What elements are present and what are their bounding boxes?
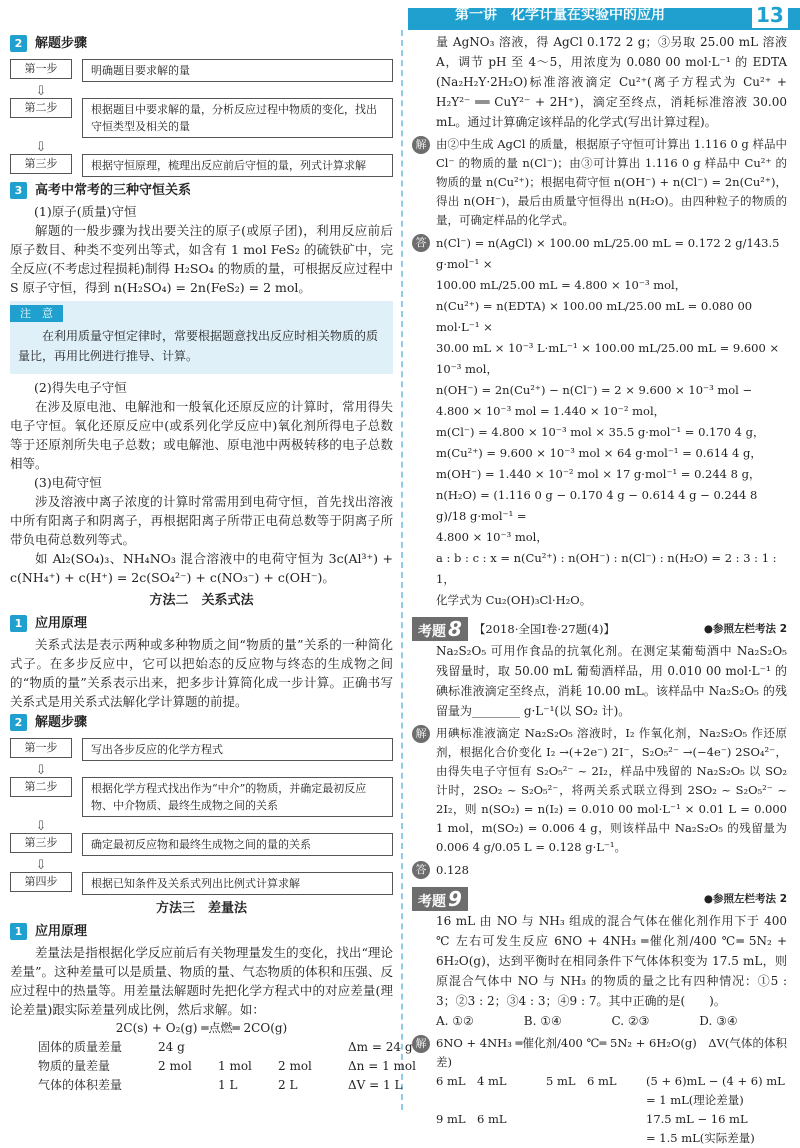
- answer-icon: 答: [412, 861, 430, 879]
- solution-block: 解 用碘标准液滴定 Na₂S₂O₅ 溶液时，I₂ 作氧化剂，Na₂S₂O₅ 作还原剂，根据化合价变化 I₂ →(+2e⁻) 2I⁻，S₂O₅²⁻ →(−4e⁻) 2SO₄²⁻，由得失电子守恒有 S₂O₅²⁻ ~ 2I₂，样品中残留的 Na₂S₂O₅ 以 SO₂ 计时，2SO₂ ~ S₂O₅²⁻，将两关系式联立得到 2SO₂ ~ S₂O₅²⁻ ~ 2I₂，则 n(SO₂) = n(I₂) = 0.010 00 mol·L⁻¹ × 0.01 L = 0.000 1 mol，m(SO₂) = 0.006 4 g，则该样品中 Na₂S₂O₅ 的残留量为 0.006 4 g/0.05 L = 0.128 g·L⁻¹。: [412, 724, 787, 857]
- table-cell: 17.5 mL − 16 mL: [646, 1112, 748, 1126]
- table-cell: Δn = 1 mol: [348, 1059, 416, 1073]
- question-header-9: [412, 887, 787, 911]
- table-cell: [158, 1076, 218, 1095]
- column-divider: [401, 30, 403, 1110]
- step-row: 第二步 根据化学方程式找出作为“中介”的物质，并确定最初反应物、中介物质、最终生成物之间的关系: [10, 777, 393, 817]
- answer-line: 4.800 × 10⁻³ mol = 1.440 × 10⁻² mol，: [436, 404, 666, 418]
- table-cell: = 1.5 mL(实际差量): [646, 1131, 755, 1145]
- down-arrow-icon: ⇩: [35, 819, 47, 834]
- answer-line: 4.800 × 10⁻³ mol，: [436, 530, 548, 544]
- down-arrow-icon: ⇩: [35, 858, 47, 873]
- section-heading: 2 解题步骤: [10, 713, 393, 732]
- section-heading: 2 解题步骤: [10, 34, 393, 53]
- left-column: [10, 32, 416, 1095]
- choices: [412, 1011, 787, 1031]
- step-row: 第一步 写出各步反应的化学方程式: [10, 738, 393, 761]
- answer-line: m(OH⁻) = 1.440 × 10⁻² mol × 17 g·mol⁻¹ = 0.244 8 g，: [436, 467, 761, 481]
- table-cell: 6 mL 4 mL: [436, 1074, 507, 1088]
- table-cell: 2 L: [278, 1078, 298, 1092]
- choice: A. ①②: [436, 1014, 474, 1028]
- solution-block: 解 由②中生成 AgCl 的质量，根据原子守恒可计算出 1.116 0 g 样品中 Cl⁻ 的物质的量 n(Cl⁻)；由③可计算出 1.116 0 g 样品中 Cu²⁺ 的物质的量 n(Cu²⁺)；根据电荷守恒 n(OH⁻) + n(Cl⁻) = 2n(Cu²⁺)，得出 n(OH⁻)，最后由质量守恒得出 n(H₂O)。由四种粒子的物质的量，可确定样品的化学式。: [412, 135, 787, 230]
- note-tag: 注 意: [10, 305, 63, 322]
- table-cell: 1 L: [218, 1078, 238, 1092]
- answer-icon: 答: [412, 234, 430, 252]
- paragraph: 涉及溶液中离子浓度的计算时常需用到电荷守恒，首先找出溶液中所有阳离子和阴离子，再根据阳离子所带正电荷总数等于阴离子所带负电荷总数列等式。: [10, 494, 393, 547]
- question-text: 16 mL 由 NO 与 NH₃ 组成的混合气体在催化剂作用下于 400 ℃ 左右可发生反应 6NO + 4NH₃ ═催化剂/400 ℃═ 5N₂ + 6H₂O(g)，达到平衡时在相同条件下气体体积变为 17.5 mL，则原混合气体中 NO 与 NH₃ 的物质的量之比有四种情况：①5 : 3；②3 : 2；③4 : 3；④9 : 7。其中正确的是( )。: [436, 914, 787, 1008]
- question-tag: 考题 9: [412, 887, 468, 911]
- steps-flow-2: [10, 738, 393, 895]
- table-cell: 5 mL 6 mL: [546, 1074, 617, 1088]
- section-heading: 3 高考中常考的三种守恒关系: [10, 181, 393, 200]
- step-row: 第三步 根据守恒原理，梳理出反应前后守恒的量，列式计算求解: [10, 154, 393, 177]
- right-column: [412, 32, 787, 1148]
- answer-line: 100.00 mL/25.00 mL = 4.800 × 10⁻³ mol，: [436, 278, 687, 292]
- table-cell: = 1 mL(理论差量): [646, 1093, 744, 1107]
- difference-table: [10, 1038, 416, 1095]
- answer-line: n(OH⁻) = 2n(Cu²⁺) − n(Cl⁻) = 2 × 9.600 × 10⁻³ mol −: [436, 383, 753, 397]
- answer-line: n(Cl⁻) = n(AgCl) × 100.00 mL/25.00 mL = 0.172 2 g/143.5 g·mol⁻¹ ×: [436, 236, 780, 271]
- paragraph: 差量法是指根据化学反应前后有关物理量发生的变化，找出“理论差量”。这种差量可以是质量、物质的量、气态物质的体积和压强、反应过程中的热量等。用差量法解题时先把化学方程式中的对应差量(理论差量)跟实际差量列成比例，然后求解。如：: [10, 945, 393, 1017]
- answer-line: n(Cu²⁺) = n(EDTA) × 100.00 mL/25.00 mL = 0.080 00 mol·L⁻¹ ×: [436, 299, 753, 334]
- table-cell: 1 mol: [218, 1059, 252, 1073]
- steps-flow-1: [10, 59, 393, 177]
- table-cell: Δm = 24 g: [348, 1040, 413, 1054]
- table-cell: 气体的体积差量: [38, 1078, 123, 1092]
- difference-table: [412, 1072, 787, 1148]
- table-cell: [546, 1110, 646, 1129]
- step-row: 第四步 根据已知条件及关系式列出比例式计算求解: [10, 872, 393, 895]
- table-cell: 固体的质量差量: [38, 1040, 123, 1054]
- answer-line: m(Cl⁻) = 4.800 × 10⁻³ mol × 35.5 g·mol⁻¹ = 0.170 4 g，: [436, 425, 765, 439]
- down-arrow-icon: ⇩: [35, 140, 47, 155]
- page-number: 13: [752, 2, 788, 28]
- choice: D. ③④: [699, 1014, 738, 1028]
- note-box: [10, 301, 393, 374]
- table-cell: [436, 1129, 546, 1148]
- table-cell: 9 mL 6 mL: [436, 1112, 507, 1126]
- method-title: 方法二 关系式法: [149, 593, 254, 608]
- table-cell: 2 mol: [278, 1059, 312, 1073]
- choice: B. ①④: [523, 1014, 562, 1028]
- solution-icon: 解: [412, 725, 430, 743]
- step-row: 第一步 明确题目要求解的量: [10, 59, 393, 82]
- question-source: 【2018·全国Ⅰ卷·27题(4)】: [473, 621, 615, 636]
- table-cell: 24 g: [158, 1040, 185, 1054]
- step-row: 第三步 确定最初反应物和最终生成物之间的量的关系: [10, 833, 393, 856]
- down-arrow-icon: ⇩: [35, 84, 47, 99]
- table-cell: 2 mol: [158, 1059, 192, 1073]
- answer-line: n(H₂O) = (1.116 0 g − 0.170 4 g − 0.614 4 g − 0.244 8 g)/18 g·mol⁻¹ =: [436, 488, 758, 523]
- question-reference: ●参照左栏考法 2: [703, 892, 787, 905]
- question-continuation: 量 AgNO₃ 溶液，得 AgCl 0.172 2 g；③另取 25.00 mL 溶液 A，调节 pH 至 4～5，用浓度为 0.080 00 mol·L⁻¹ 的 EDTA (Na₂H₂Y·2H₂O)标准溶液滴定 Cu²⁺(离子方程式为 Cu²⁺ + H₂Y²⁻ ══ CuY²⁻ + 2H⁺)，滴定至终点，消耗标准溶液 30.00 mL。通过计算确定该样品的化学式(写出计算过程)。: [436, 35, 787, 129]
- question-tag: 考题 8: [412, 617, 468, 641]
- answer-block: [412, 233, 787, 611]
- answer-line: 化学式为 Cu₂(OH)₃Cl·H₂O。: [436, 593, 592, 607]
- table-cell: 物质的量差量: [38, 1059, 111, 1073]
- down-arrow-icon: ⇩: [35, 763, 47, 778]
- table-cell: (5 + 6)mL − (4 + 6) mL: [646, 1074, 785, 1088]
- answer-block: 答 0.128: [412, 860, 787, 881]
- section-heading: 1 应用原理: [10, 614, 393, 633]
- table-cell: ΔV = 1 L: [348, 1078, 403, 1092]
- solution-block: 解 6NO + 4NH₃ ═催化剂/400 ℃═ 5N₂ + 6H₂O(g) ΔV(气体的体积差): [412, 1034, 787, 1072]
- paragraph: 在涉及原电池、电解池和一般氧化还原反应的计算时，常用得失电子守恒。氧化还原反应中(或系列化学反应中)氧化剂所得电子总数等于还原剂所失电子总数；或电解池、原电池中两极转移的电子总数相等。: [10, 399, 393, 471]
- solution-icon: 解: [412, 1035, 430, 1053]
- equation: 2C(s) + O₂(g) ═点燃═ 2CO(g): [115, 1021, 288, 1035]
- table-cell: [436, 1091, 546, 1110]
- subheading: (3)电荷守恒: [34, 475, 102, 490]
- subheading: (2)得失电子守恒: [34, 380, 127, 395]
- paragraph: 关系式法是表示两种或多种物质之间“物质的量”关系的一种简化式子。在多步反应中，它可以把始态的反应物与终态的生成物之间的“物质的量”关系表示出来，把多步计算简化成一步计算。正确书写关系式是用关系式法解化学计算题的前提。: [10, 637, 393, 709]
- table-cell: [218, 1038, 278, 1057]
- paragraph: 解题的一般步骤为找出要关注的原子(或原子团)，利用反应前后原子数目、种类不变列出等式，如含有 1 mol FeS₂ 的硫铁矿中，完全反应(不考虑过程损耗)制得 H₂SO₄ 的物质的量，可根据反应过程中 S 原子守恒，得到 n(H₂SO₄) = 2n(FeS₂) = 2 mol。: [10, 223, 393, 295]
- note-text: 在利用质量守恒定律时，常要根据题意找出反应时相关物质的质量比，再用比例进行推导、计算。: [18, 329, 379, 363]
- section-heading: 1 应用原理: [10, 922, 393, 941]
- table-cell: [546, 1129, 646, 1148]
- step-row: 第二步 根据题目中要求解的量，分析反应过程中物质的变化，找出守恒类型及相关的量: [10, 98, 393, 138]
- answer-line: a : b : c : x = n(Cu²⁺) : n(OH⁻) : n(Cl⁻) : n(H₂O) = 2 : 3 : 1 : 1，: [436, 551, 777, 586]
- choice: C. ②③: [611, 1014, 650, 1028]
- table-cell: [546, 1091, 646, 1110]
- answer-line: 30.00 mL × 10⁻³ L·mL⁻¹ × 100.00 mL/25.00 mL = 9.600 × 10⁻³ mol，: [436, 341, 780, 376]
- question-header-8: [412, 617, 787, 641]
- subheading: (1)原子(质量)守恒: [34, 204, 137, 219]
- question-text: Na₂S₂O₅ 可用作食品的抗氧化剂。在测定某葡萄酒中 Na₂S₂O₅ 残留量时，取 50.00 mL 葡萄酒样品，用 0.010 00 mol·L⁻¹ 的碘标准液滴定至终点，消耗 10.00 mL。该样品中 Na₂S₂O₅ 的残留量为________ g·L⁻¹(以 SO₂ 计)。: [436, 644, 787, 718]
- table-cell: [278, 1038, 348, 1057]
- solution-icon: 解: [412, 136, 430, 154]
- answer-line: m(Cu²⁺) = 9.600 × 10⁻³ mol × 64 g·mol⁻¹ = 0.614 4 g，: [436, 446, 762, 460]
- paragraph: 如 Al₂(SO₄)₃、NH₄NO₃ 混合溶液中的电荷守恒为 3c(Al³⁺) + c(NH₄⁺) + c(H⁺) = 2c(SO₄²⁻) + c(NO₃⁻) + c(OH⁻)。: [10, 551, 393, 585]
- question-reference: ●参照左栏考法 2: [703, 622, 787, 635]
- header-title: 第一讲 化学计量在实验中的应用: [455, 7, 665, 23]
- method-title: 方法三 差量法: [155, 901, 247, 916]
